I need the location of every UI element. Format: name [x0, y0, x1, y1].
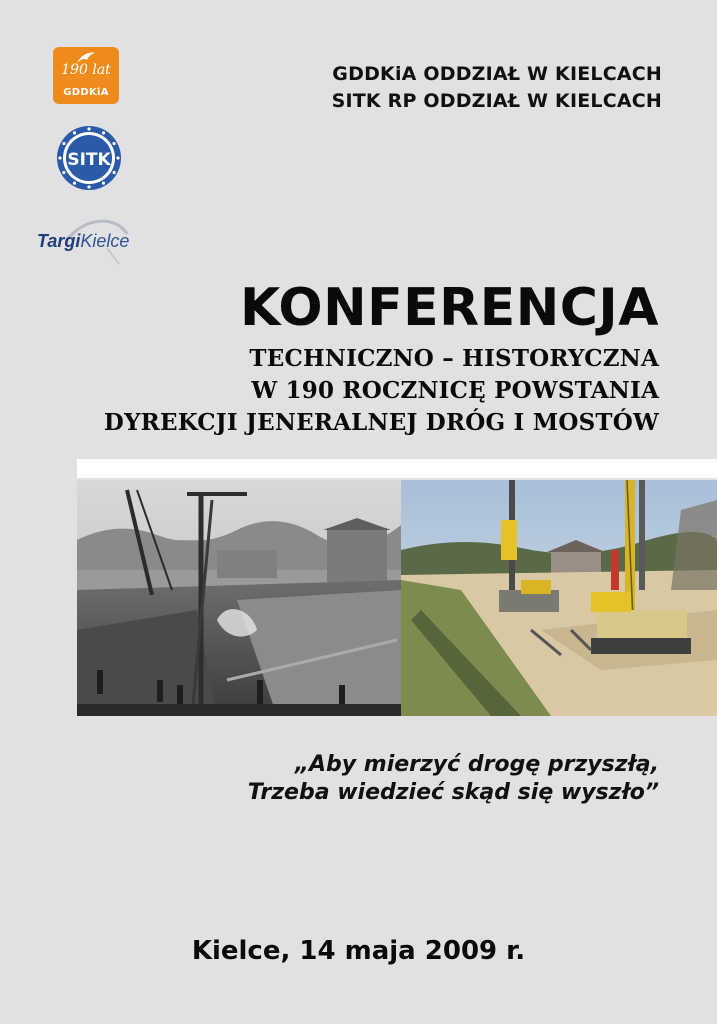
quote-line-2: Trzeba wiedzieć skąd się wyszło”	[247, 780, 659, 805]
org-line-sitk: SITK RP ODDZIAŁ W KIELCACH	[331, 90, 662, 112]
conference-subtitle-3: DYREKCJI JENERALNEJ DRÓG I MOSTÓW	[103, 409, 659, 436]
white-divider-band	[77, 459, 717, 478]
targi-logo-bold: Targi	[37, 231, 81, 251]
gddkia-logo	[53, 47, 119, 104]
sitk-logo-text: SITK	[67, 150, 111, 170]
targi-logo-light: Kielce	[80, 231, 130, 251]
quote-line-1: „Aby mierzyć drogę przyszłą,	[294, 752, 659, 777]
conference-subtitle-2: W 190 ROCZNICĘ POWSTANIA	[251, 377, 659, 404]
sitk-emblem-icon	[56, 125, 122, 191]
modern-construction-photo	[401, 480, 717, 716]
historical-construction-photo	[77, 480, 401, 716]
org-line-gddkia: GDDKiA ODDZIAŁ W KIELCACH	[332, 63, 662, 85]
gddkia-brand-text: GDDKiA	[63, 87, 109, 98]
conference-subtitle-1: TECHNICZNO – HISTORYCZNA	[249, 345, 659, 372]
gddkia-anniversary: 190 lat	[61, 62, 111, 78]
sitk-logo	[56, 125, 122, 191]
targi-kielce-logo	[37, 218, 157, 268]
place-and-date: Kielce, 14 maja 2009 r.	[191, 936, 526, 966]
conference-title: KONFERENCJA	[239, 278, 659, 338]
